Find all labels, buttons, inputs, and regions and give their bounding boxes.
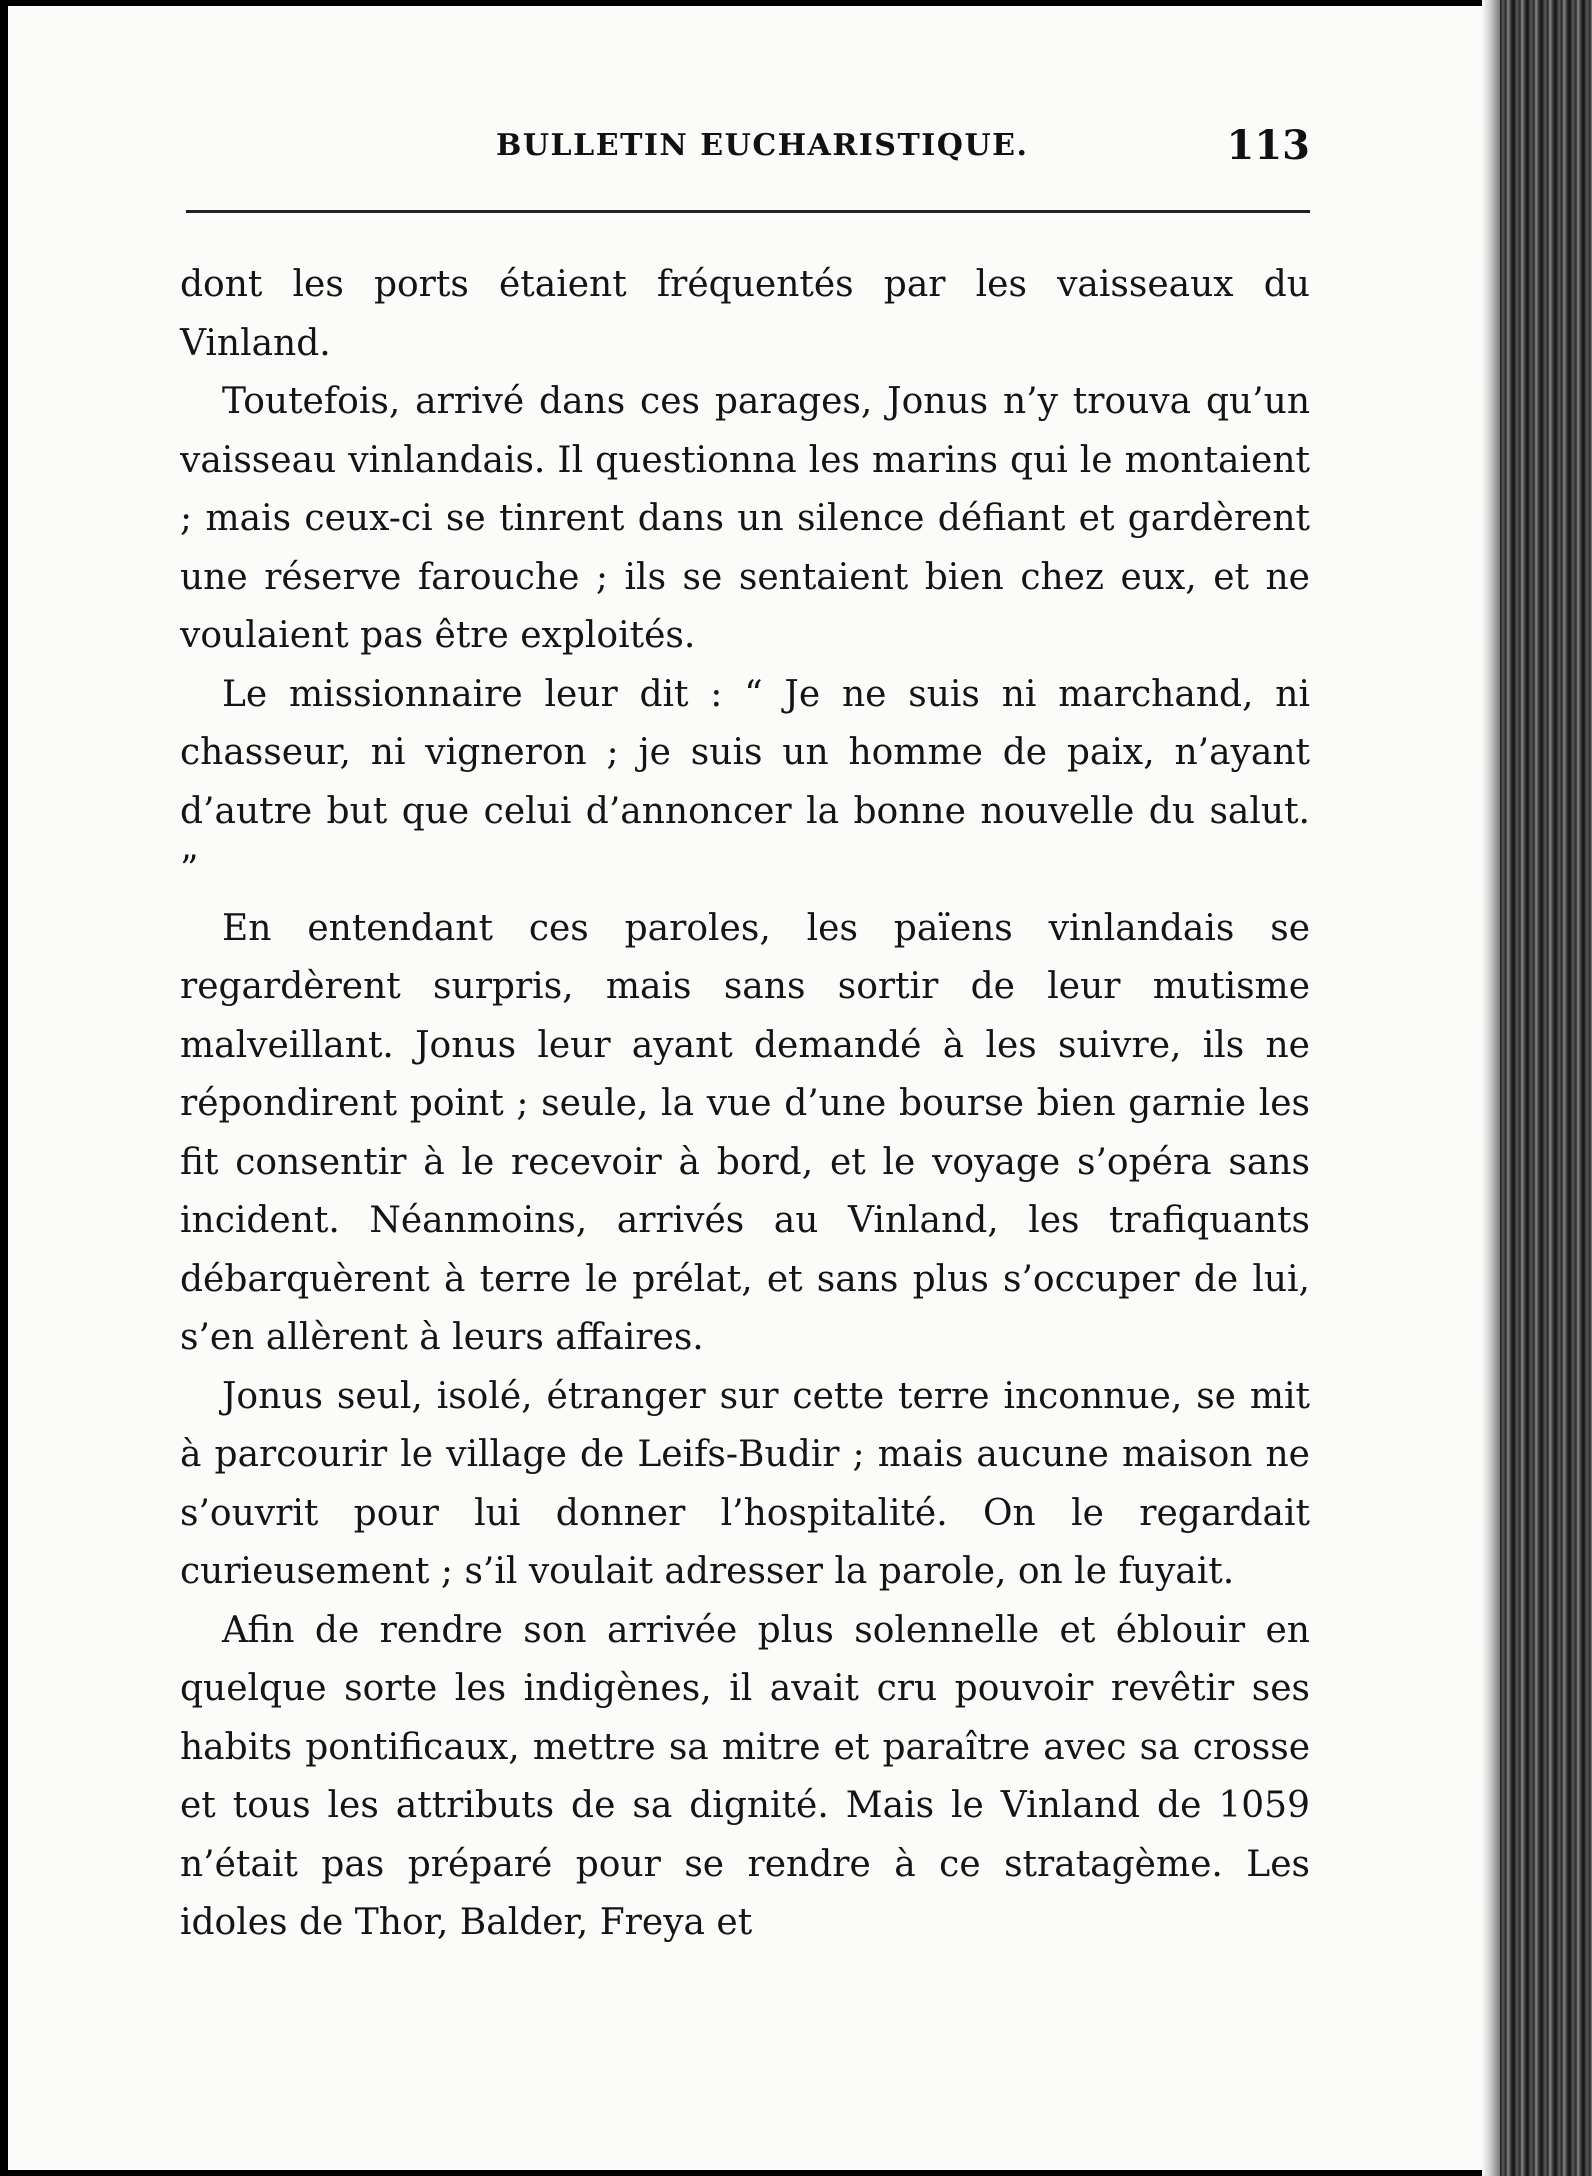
page-number: 113 (1226, 122, 1310, 169)
page-header (180, 122, 1310, 178)
running-title: BULLETIN EUCHARISTIQUE. (496, 128, 1029, 163)
paragraph: En entendant ces paroles, les païens vinlandais se regardèrent surpris, mais sans sortir de leur mutisme malveillant. Jonus leur ayant demandé à les suivre, ils ne répondirent point ; seule, la vue d’une bourse bien garnie les fit consentir à le recevoir à bord, et le voyage s’opéra sans incident. Néanmoins, arrivés au Vinland, les trafiquants débarquèrent à terre le prélat, et sans plus s’occuper de lui, s’en allèrent à leurs affaires. (180, 907, 1310, 1358)
paragraph-continuation: dont les ports étaient fréquentés par les vaisseaux du Vinland. (180, 264, 1310, 364)
paragraph: Afin de rendre son arrivée plus solennelle et éblouir en quelque sorte les indigènes, il avait cru pouvoir revêtir ses habits pontificaux, mettre sa mitre et paraître avec sa crosse et tous les attributs de sa dignité. Mais le Vinland de 1059 n’était pas préparé pour se rendre à ce stratagème. Les idoles de Thor, Balder, Freya et (180, 1609, 1310, 1943)
paragraph: Toutefois, arrivé dans ces parages, Jonus n’y trouva qu’un vaisseau vinlandais. Il questionna les marins qui le montaient ; mais ceux-ci se tinrent dans un silence défiant et gardèrent une réserve farouche ; ils se sentaient bien chez eux, et ne voulaient pas être exploités. (180, 381, 1310, 656)
body-text (180, 256, 1310, 1953)
book-fore-edge (1500, 0, 1592, 2176)
page-edge-shadow (1482, 0, 1502, 2176)
header-rule (186, 210, 1310, 213)
paragraph: Le missionnaire leur dit : “ Je ne suis ni marchand, ni chasseur, ni vigneron ; je suis un homme de paix, n’ayant d’autre but que celui d’annoncer la bonne nouvelle du salut. ” (180, 673, 1310, 890)
paragraph: Jonus seul, isolé, étranger sur cette terre inconnue, se mit à parcourir le village de Leifs-Budir ; mais aucune maison ne s’ouvrit pour lui donner l’hospitalité. On le regardait curieusement ; s’il voulait adresser la parole, on le fuyait. (180, 1375, 1310, 1592)
